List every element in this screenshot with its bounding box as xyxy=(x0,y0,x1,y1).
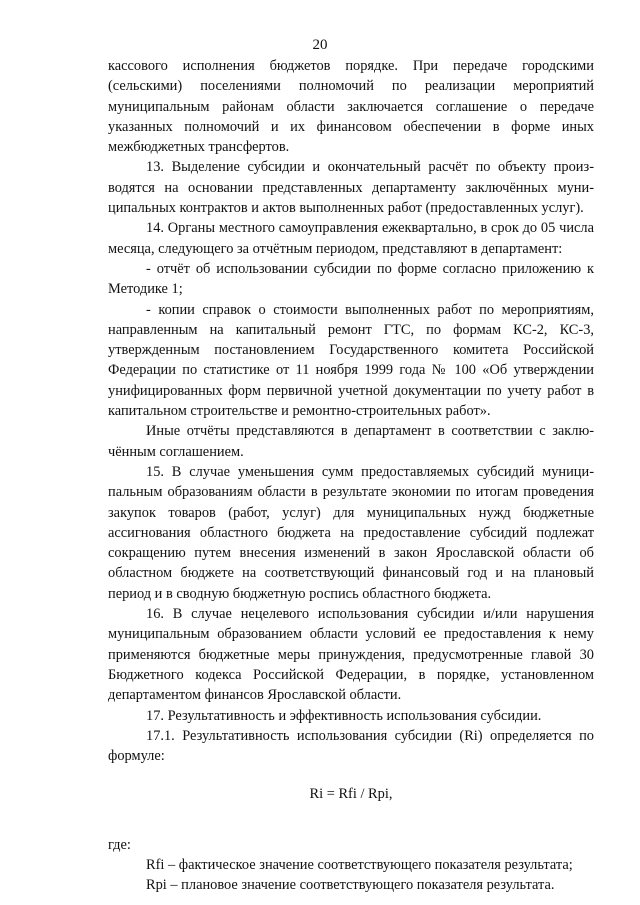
paragraph-other-reports: Иные отчёты представляются в департамент в соответствии с заключённым соглашением. xyxy=(108,423,594,460)
where-label: где: xyxy=(108,836,131,853)
list-item-work-certificates: - копии справок о стоимости выполненных работ по мероприятиям, направленным на капитальный ремонт ГТС, по формам КС-2, КС-3, утвержденным постановлением Государственного комитета Российской Федерации по статистике от 11 ноября 1999 года № 100 «Об утверждении унифицированных форм первичной учетной документации по учету работ в капитальном строительстве и ремонтно-строительных работ». xyxy=(108,301,594,420)
definition-rpi: Rpi – плановое значение соответствующего показателя результата. xyxy=(146,877,555,894)
paragraph-budget-transfers: кассового исполнения бюджетов порядке. При передаче городскими (сельскими) поселениями полномочий по реализации мероприятий муниципальным районам области заключается соглашение о передаче указанных полномочий и их финансовом обеспечении в форме иных межбюджетных трансфертов. xyxy=(108,58,594,156)
page-number: 20 xyxy=(312,37,328,53)
document-body xyxy=(108,56,594,896)
paragraph-15-subsidy-reduction: 15. В случае уменьшения сумм предоставляемых субсидий муниципальным образованиям области в результате экономии по итогам проведения закупок товаров (работ, услуг) для муниципальных нужд бюджетные ассигнования областного бюджета на предоставление субсидий подлежат сокращению путем внесения изменений в закон Ярославской области об областном бюджете на соответствующий финансовый год и на плановый период и в сводную бюджетную роспись областного бюджета. xyxy=(108,463,594,602)
paragraph-13-subsidy-allocation: 13. Выделение субсидии и окончательный расчёт по объекту производятся на основании представленных департаменту заключённых муниципальных контрактов и актов выполненных работ (предоставленных услуг). xyxy=(108,159,594,217)
list-item-usage-report: - отчёт об использовании субсидии по форме согласно приложению к Методике 1; xyxy=(108,260,594,298)
paragraph-14-quarterly-reports: 14. Органы местного самоуправления ежеквартально, в срок до 05 числа месяца, следующего за отчётным периодом, представляют в департамент: xyxy=(108,220,594,257)
paragraph-17-1-formula-intro: 17.1. Результативность использования субсидии (Ri) определяется по формуле: xyxy=(108,727,594,765)
paragraph-17-effectiveness: 17. Результативность и эффективность использования субсидии. xyxy=(146,707,542,724)
paragraph-16-misuse: 16. В случае нецелевого использования субсидии и/или нарушения муниципальным образованием области условий ее предоставления к нему применяются бюджетные меры принуждения, предусмотренные главой 30 Бюджетного кодекса Российской Федерации, в порядке, установленном департаментом финансов Ярославской области. xyxy=(108,606,594,704)
definition-rfi: Rfi – фактическое значение соответствующего показателя результата; xyxy=(146,856,573,873)
formula-ri: Ri = Rfi / Rpi, xyxy=(309,786,393,803)
